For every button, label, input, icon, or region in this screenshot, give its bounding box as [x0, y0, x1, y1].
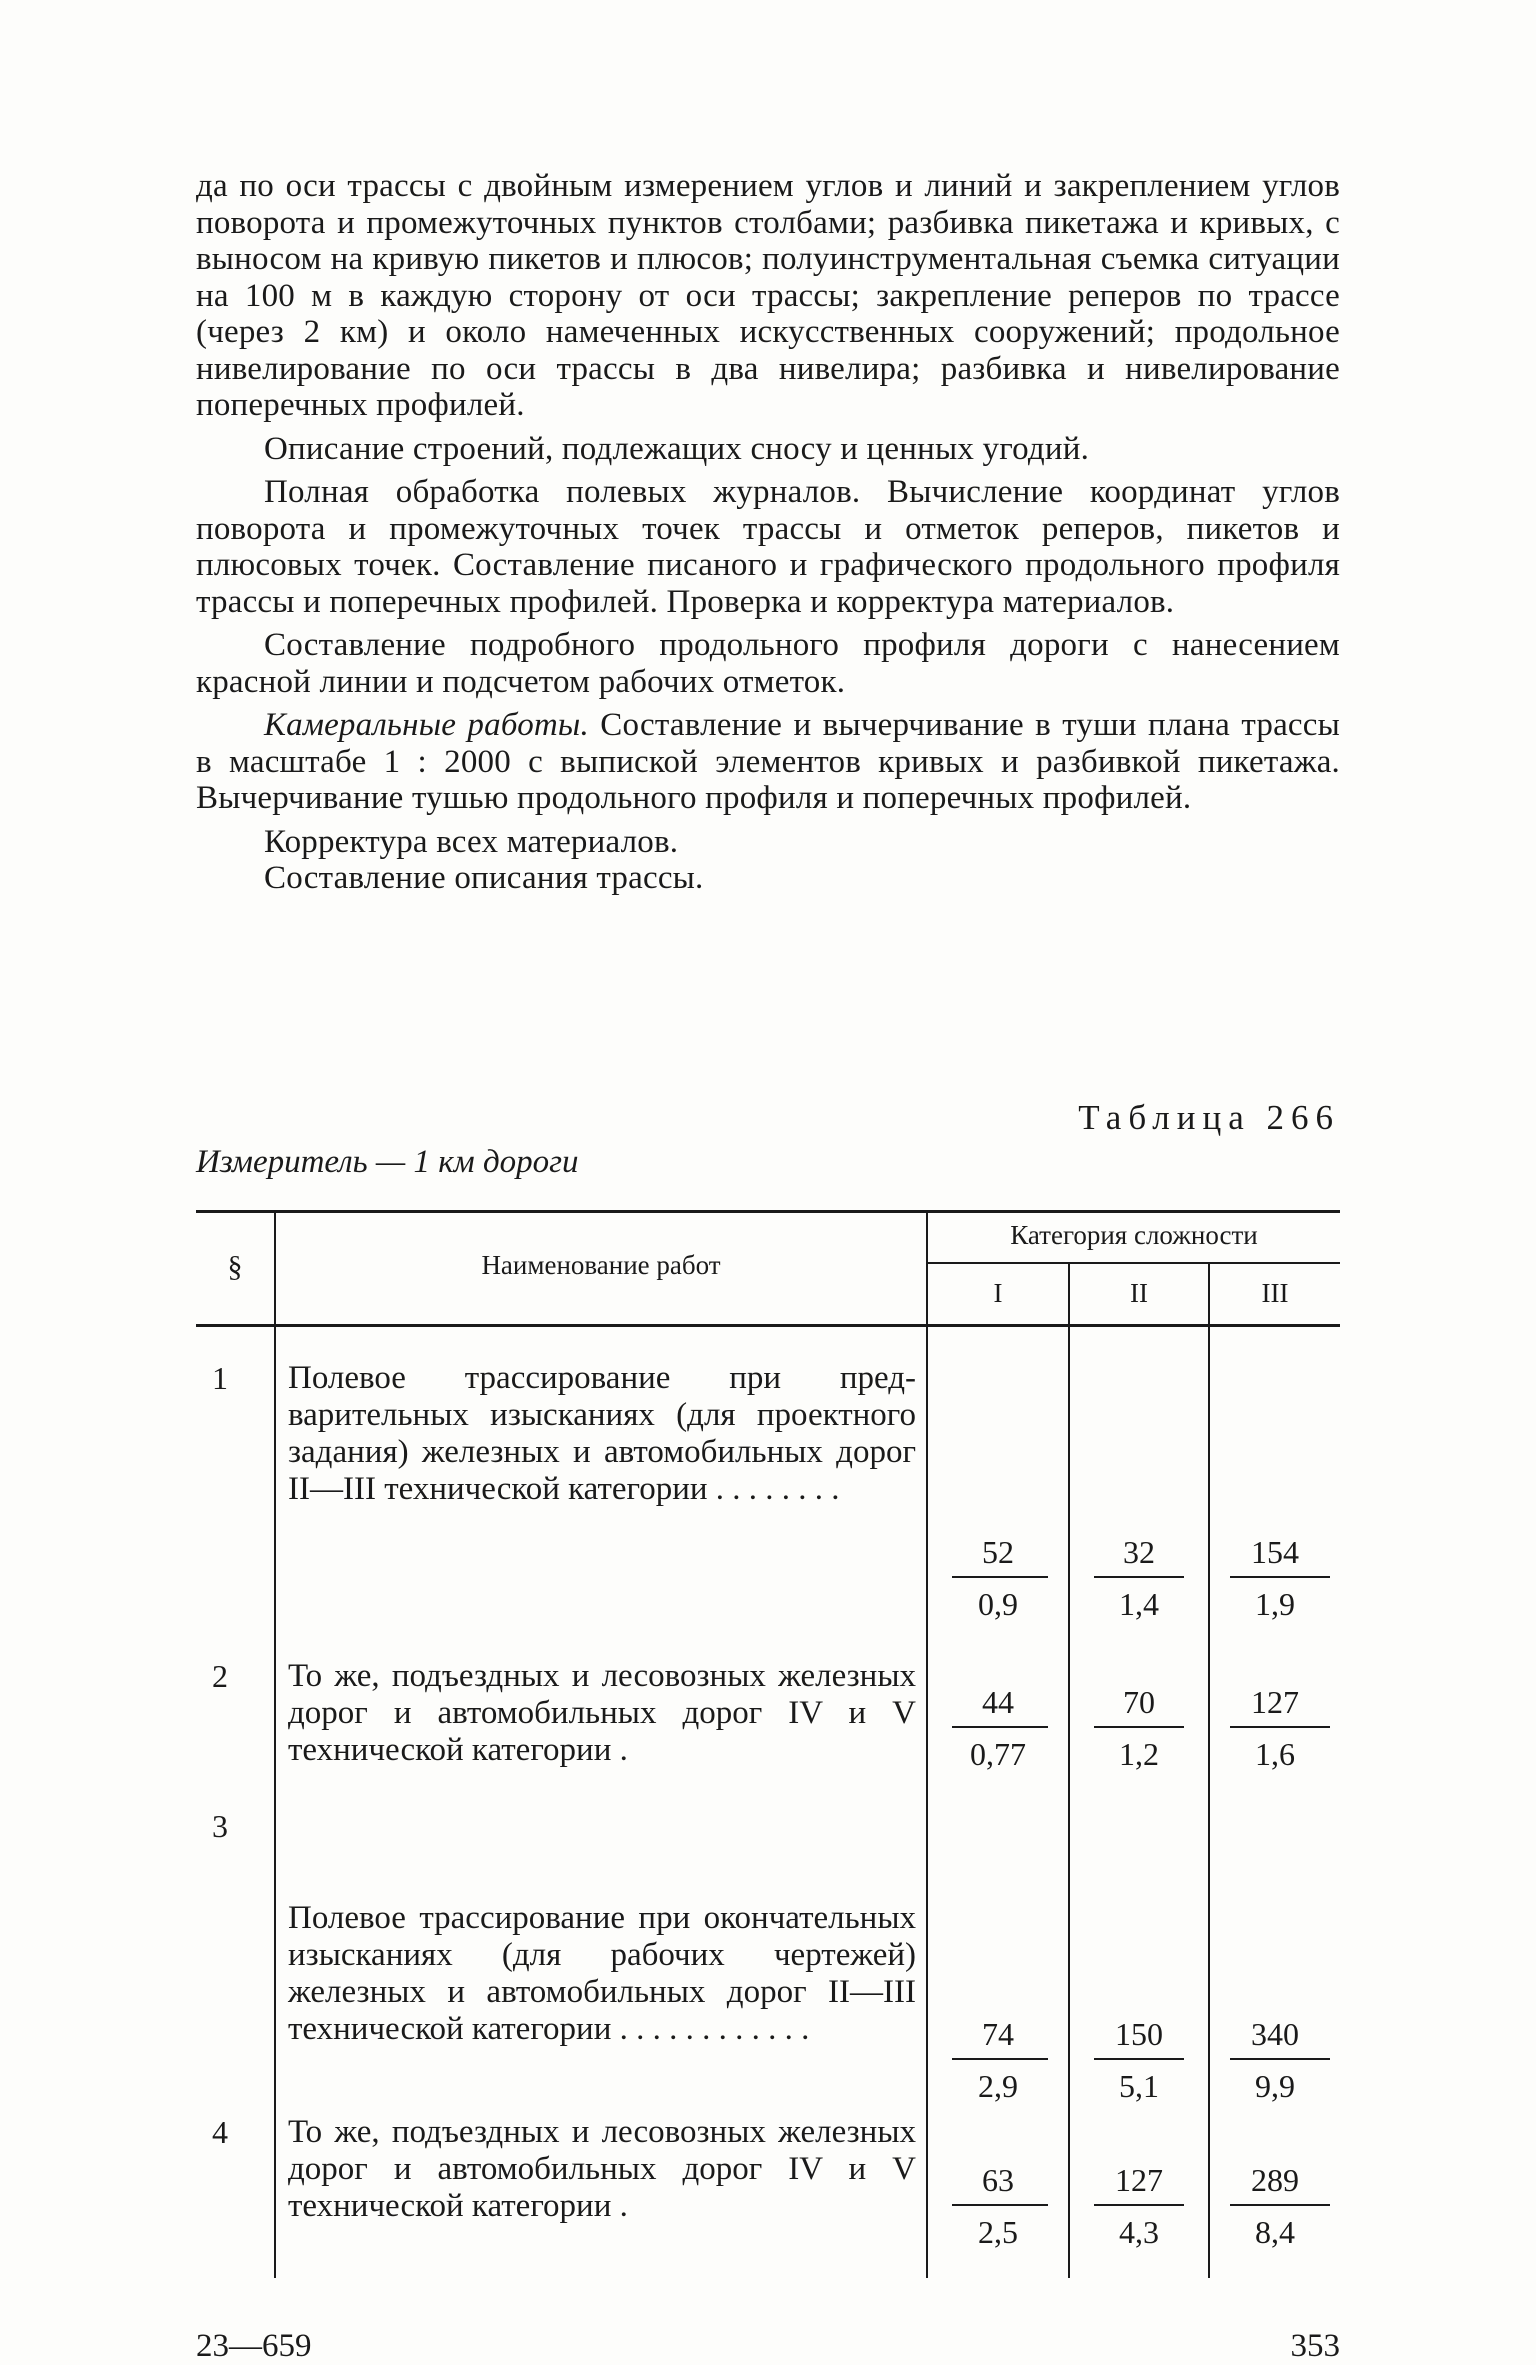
- row-4-cat2-top: 127: [1115, 2162, 1163, 2198]
- row-1-cat1-top: 52: [982, 1534, 1014, 1570]
- row-3-cat3-bottom: 9,9: [1255, 2068, 1295, 2104]
- row-3-cat3-bar: [1230, 2058, 1330, 2060]
- row-3-cat1-bottom: 2,9: [978, 2068, 1018, 2104]
- row-3-cat3-top: 340: [1251, 2016, 1299, 2052]
- row-1-text: Полевое трассирование при предварительных изысканиях (для проектного задания) железных и автомобильных дорог II—III технической категории . . . . . . . .: [288, 1360, 916, 1507]
- row-2-cat1-top: 44: [982, 1684, 1014, 1720]
- table-top-rule: [196, 1210, 1340, 1213]
- row-2-cat3-bottom: 1,6: [1255, 1736, 1295, 1772]
- header-section: §: [227, 1250, 243, 1283]
- page-number: 353: [1290, 2328, 1340, 2364]
- row-2-cat1-bottom: 0,77: [970, 1736, 1026, 1772]
- row-3-cat2-bottom: 5,1: [1119, 2068, 1159, 2104]
- paragraph-kameral: [196, 707, 1340, 817]
- row-3-cat2-top: 150: [1115, 2016, 1163, 2052]
- row-3-cat1-top: 74: [982, 2016, 1014, 2052]
- row-2-cat2-top: 70: [1123, 1684, 1155, 1720]
- paragraph-3: Полная обработка полевых журналов. Вычисление координат углов поворота и промежуточных точек трассы и отметок реперов, пикетов и плюсовых точек. Составление писаного и графического продольного профиля трассы и поперечных профилей. Проверка и корректура материалов.: [196, 474, 1340, 620]
- row-1-cat3-bar: [1230, 1576, 1330, 1578]
- row-2-cat2-bottom: 1,2: [1119, 1736, 1159, 1772]
- row-1-cat2-bottom: 1,4: [1119, 1586, 1159, 1622]
- paragraph-2: Описание строений, подлежащих сносу и ценных угодий.: [264, 430, 1090, 467]
- row-4-cat2-bar: [1094, 2204, 1184, 2206]
- paragraph-1: да по оси трассы с двойным измерением углов и линий и закреплением углов поворота и промежуточных пунктов столбами; разбивка пикетажа и кривых, с выносом на кривую пикетов и плюсов; полуинструментальная съемка ситуации на 100 м в каждую сторону от оси трассы; закрепление реперов по трассе (через 2 км) и около намеченных искусственных сооружений; продольное нивелирование по оси трассы в два нивелира; разбивка и нивелирование поперечных профилей.: [196, 168, 1340, 423]
- paragraph-description: Составление описания трассы.: [264, 860, 704, 896]
- row-2-cat1-bar: [952, 1726, 1048, 1728]
- row-2-cat3-top: 127: [1251, 1684, 1299, 1720]
- header-bottom-rule: [196, 1324, 1340, 1327]
- row-1-cat2-top: 32: [1123, 1534, 1155, 1570]
- row-4-cat2-bottom: 4,3: [1119, 2214, 1159, 2250]
- row-3-number: 3: [212, 1808, 228, 1844]
- header-cat3: III: [1261, 1278, 1289, 1308]
- row-4-text: То же, подъездных и лесовозных железных дорог и автомобильных дорог IV и V технической категории .: [288, 2114, 916, 2224]
- category-under-rule: [926, 1262, 1340, 1264]
- row-4-number: 4: [212, 2114, 228, 2150]
- row-4-cat1-bottom: 2,5: [978, 2214, 1018, 2250]
- row-4-cat3-top: 289: [1251, 2162, 1299, 2198]
- footer-signature: 23—659: [196, 2328, 312, 2364]
- row-1-cat2-bar: [1094, 1576, 1184, 1578]
- table-measure: Измеритель — 1 км дороги: [196, 1144, 579, 1180]
- row-1-cat1-bottom: 0,9: [978, 1586, 1018, 1622]
- header-cat1: I: [993, 1278, 1003, 1308]
- row-3-text: Полевое трассирование при окончательных изысканиях (для рабочих чертежей) железных и автомобильных дорог II—III технической категории . . . . . . . . . . . .: [288, 1900, 916, 2047]
- header-name: Наименование работ: [481, 1250, 721, 1280]
- header-category: Категория сложности: [1010, 1220, 1258, 1250]
- row-3-cat1-bar: [952, 2058, 1048, 2060]
- row-4-cat3-bar: [1230, 2204, 1330, 2206]
- row-2-cat3-bar: [1230, 1726, 1330, 1728]
- row-4-cat1-top: 63: [982, 2162, 1014, 2198]
- table-caption: Таблица 266: [1078, 1098, 1340, 1137]
- row-1-cat3-top: 154: [1251, 1534, 1299, 1570]
- row-2-cat2-bar: [1094, 1726, 1184, 1728]
- col-divider-section: [274, 1210, 276, 2278]
- row-4-cat3-bottom: 8,4: [1255, 2214, 1295, 2250]
- row-1-cat3-bottom: 1,9: [1255, 1586, 1295, 1622]
- page: [196, 168, 1340, 2364]
- row-1-cat1-bar: [952, 1576, 1048, 1578]
- kameral-label: Камеральные работы.: [264, 707, 589, 743]
- row-2-text: То же, подъездных и лесовозных железных дорог и автомобильных дорог IV и V технической категории .: [288, 1658, 916, 1768]
- row-4-cat1-bar: [952, 2204, 1048, 2206]
- paragraph-correction: Корректура всех материалов.: [264, 823, 679, 860]
- paragraph-4: Составление подробного продольного профиля дороги с нанесением красной линии и подсчетом рабочих отметок.: [196, 627, 1340, 700]
- row-1-number: 1: [212, 1360, 228, 1396]
- work-table: [196, 1210, 1340, 2278]
- row-2-number: 2: [212, 1658, 228, 1694]
- header-cat2: II: [1130, 1278, 1148, 1308]
- kameral-text: Составление и вычерчивание в туши плана трассы в масштабе 1 : 2000 с выпиской элементов кривых и разбивкой пикетажа. Вычерчивание тушью продольного профиля и поперечных профилей.: [196, 707, 1340, 816]
- row-3-cat2-bar: [1094, 2058, 1184, 2060]
